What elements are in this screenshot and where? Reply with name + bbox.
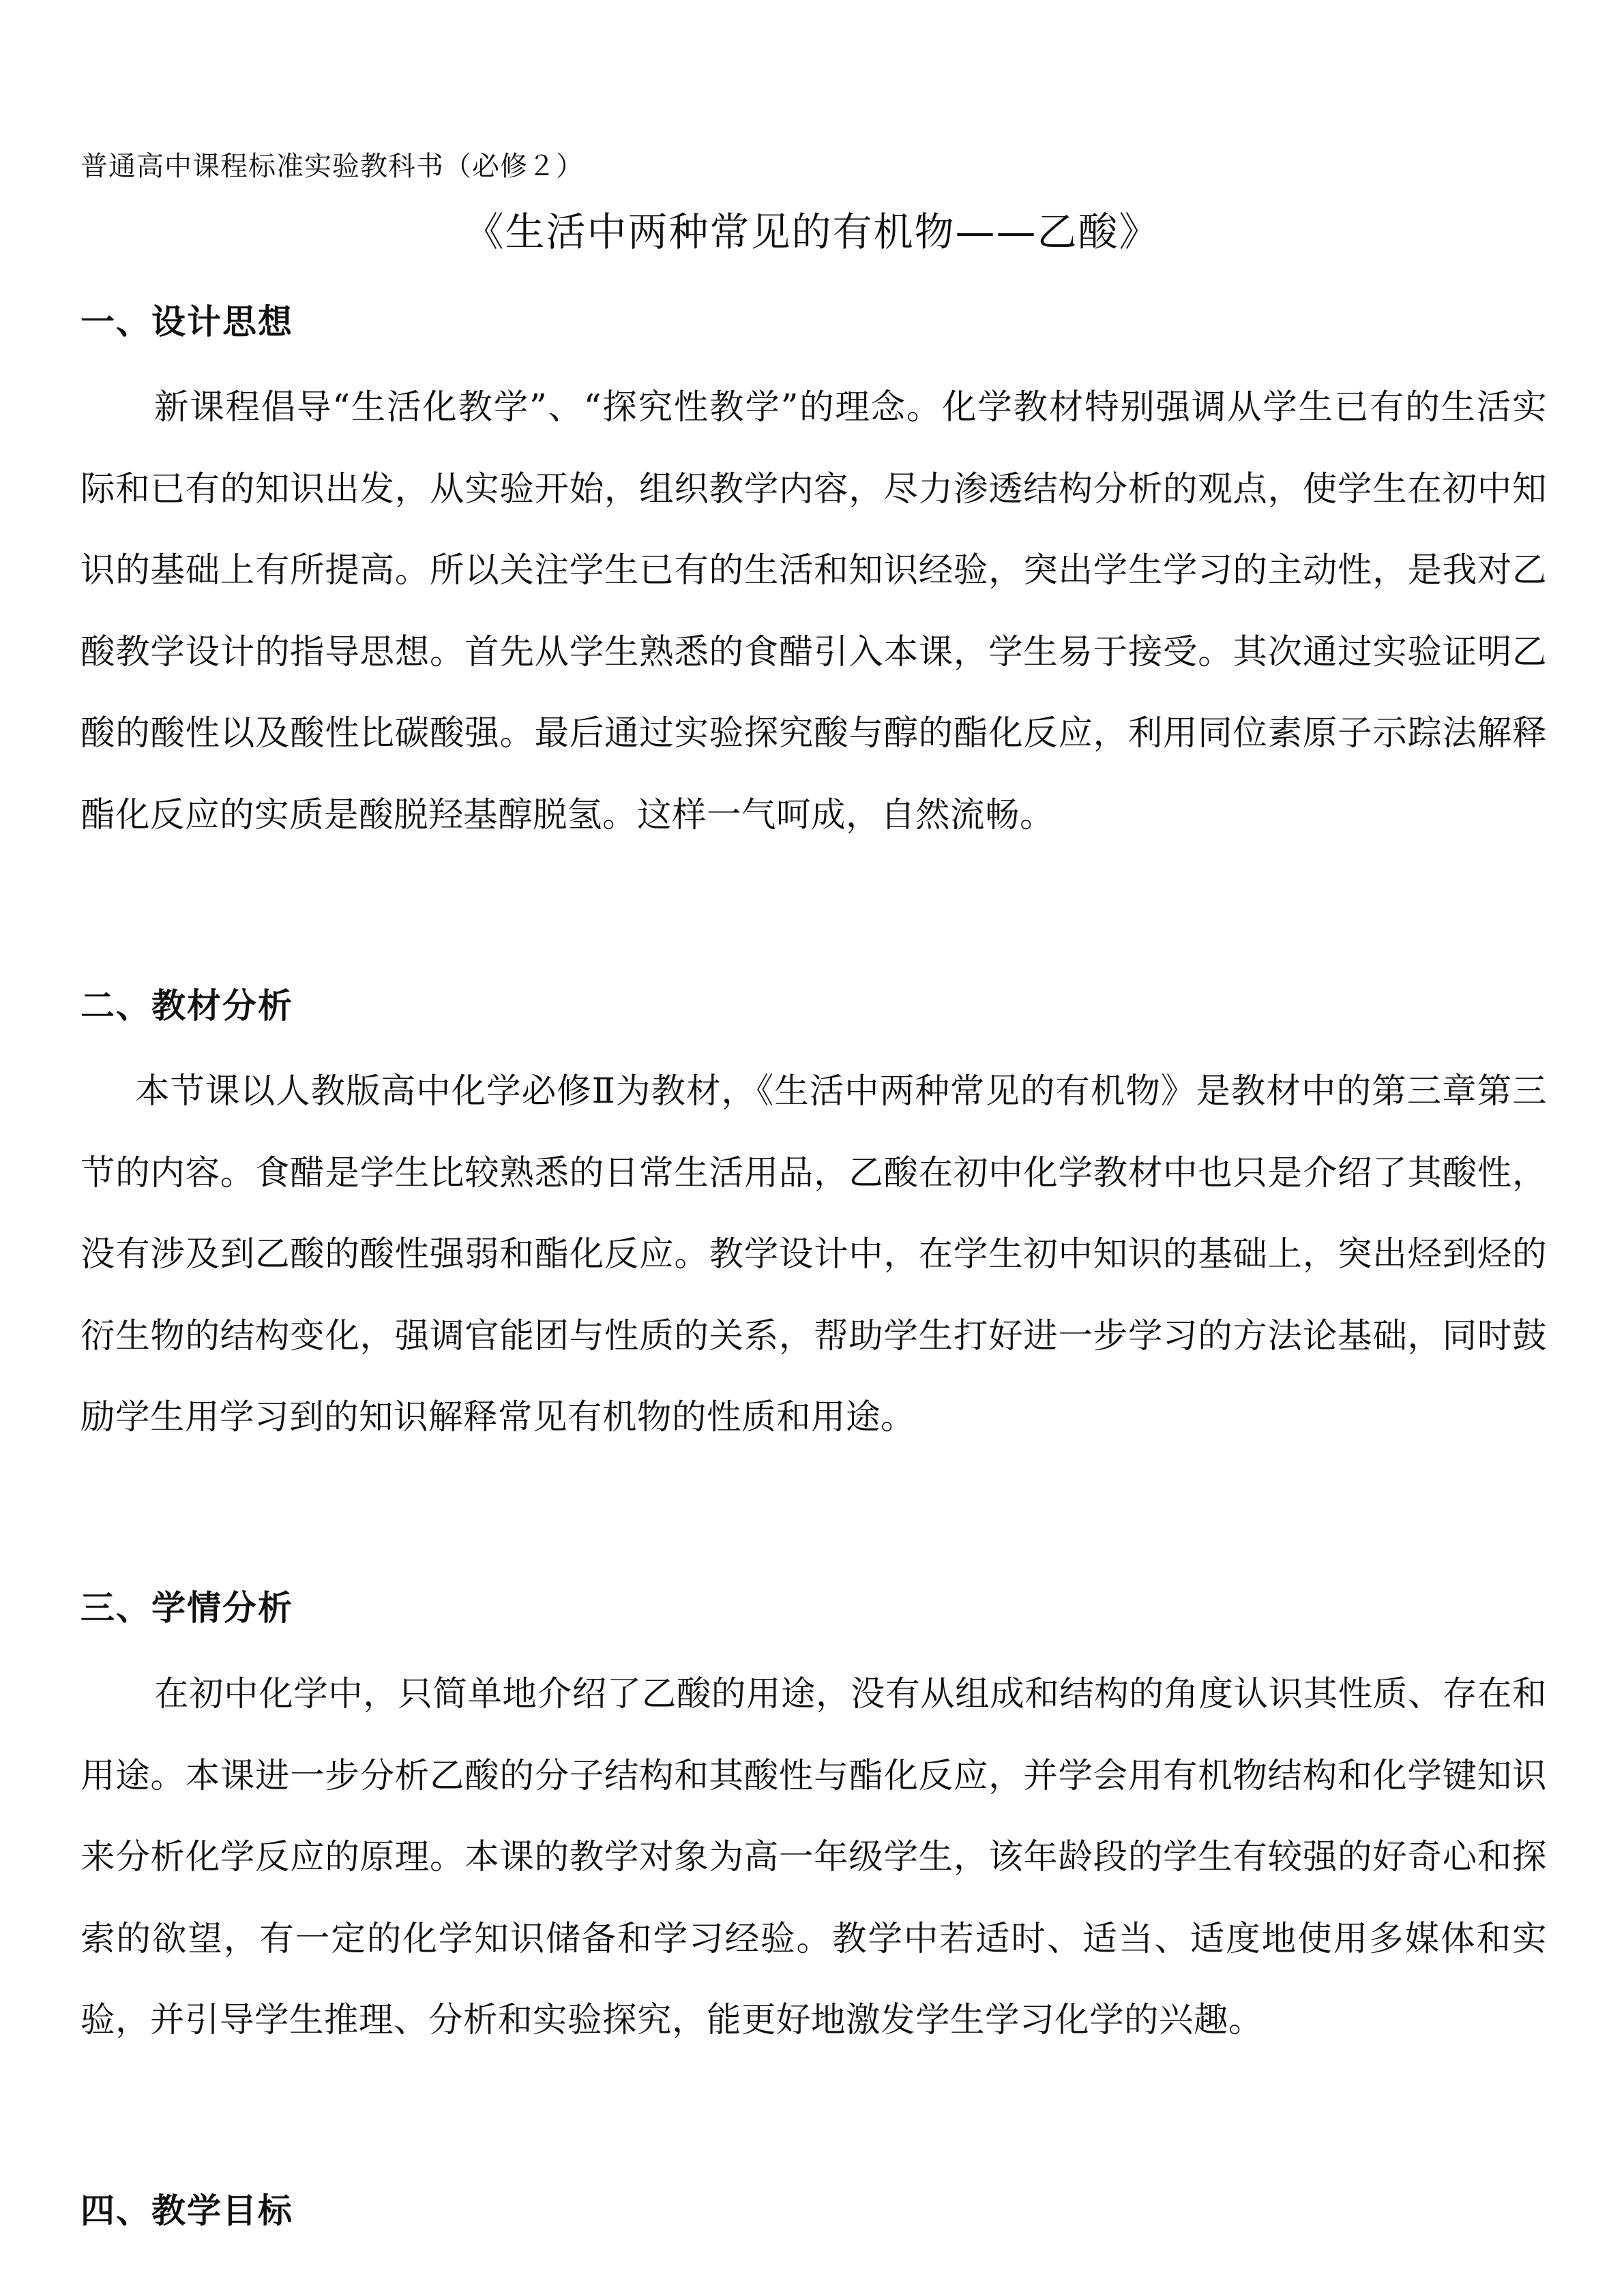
section-paragraph-design-idea: 新课程倡导“生活化教学”、“探究性教学”的理念。化学教材特别强调从学生已有的生活实际和已有的知识出发，从实验开始，组织教学内容，尽力渗透结构分析的观点，使学生在初中知识的基础上有所提高。所以关注学生已有的生活和知识经验，突出学生学习的主动性，是我对乙酸教学设计的指导思想。首先从学生熟悉的食醋引入本课，学生易于接受。其次通过实验证明乙酸的酸性以及酸性比碳酸强。最后通过实验探究酸与醇的酯化反应，利用同位素原子示踪法解释酯化反应的实质是酸脱羟基醇脱氢。这样一气呵成，自然流畅。 — [80, 387, 1547, 835]
section-heading-teaching-goals: 四、教学目标 — [80, 2191, 293, 2231]
section-heading-textbook-analysis: 二、教材分析 — [80, 986, 293, 1026]
section-heading-design-idea: 一、设计思想 — [80, 302, 293, 342]
section-paragraph-textbook-analysis: 本节课以人教版高中化学必修Ⅱ为教材，《生活中两种常见的有机物》是教材中的第三章第三节的内容。食醋是学生比较熟悉的日常生活用品，乙酸在初中化学教材中也只是介绍了其酸性，没有涉及到乙酸的酸性强弱和酯化反应。教学设计中，在学生初中知识的基础上，突出烃到烃的衍生物的结构变化，强调官能团与性质的关系，帮助学生打好进一步学习的方法论基础，同时鼓励学生用学习到的知识解释常见有机物的性质和用途。 — [80, 1071, 1547, 1437]
section-heading-student-analysis: 三、学情分析 — [80, 1588, 293, 1628]
page-title: 《生活中两种常见的有机物——乙酸》 — [464, 209, 1160, 255]
section-paragraph-student-analysis: 在初中化学中，只简单地介绍了乙酸的用途，没有从组成和结构的角度认识其性质、存在和用途。本课进一步分析乙酸的分子结构和其酸性与酯化反应，并学会用有机物结构和化学键知识来分析化学反应的原理。本课的教学对象为高一年级学生，该年龄段的学生有较强的好奇心和探索的欲望，有一定的化学知识储备和学习经验。教学中若适时、适当、适度地使用多媒体和实验，并引导学生推理、分析和实验探究，能更好地激发学生学习化学的兴趣。 — [80, 1673, 1547, 2040]
book-subtitle: 普通高中课程标准实验教科书（必修２） — [80, 151, 584, 182]
